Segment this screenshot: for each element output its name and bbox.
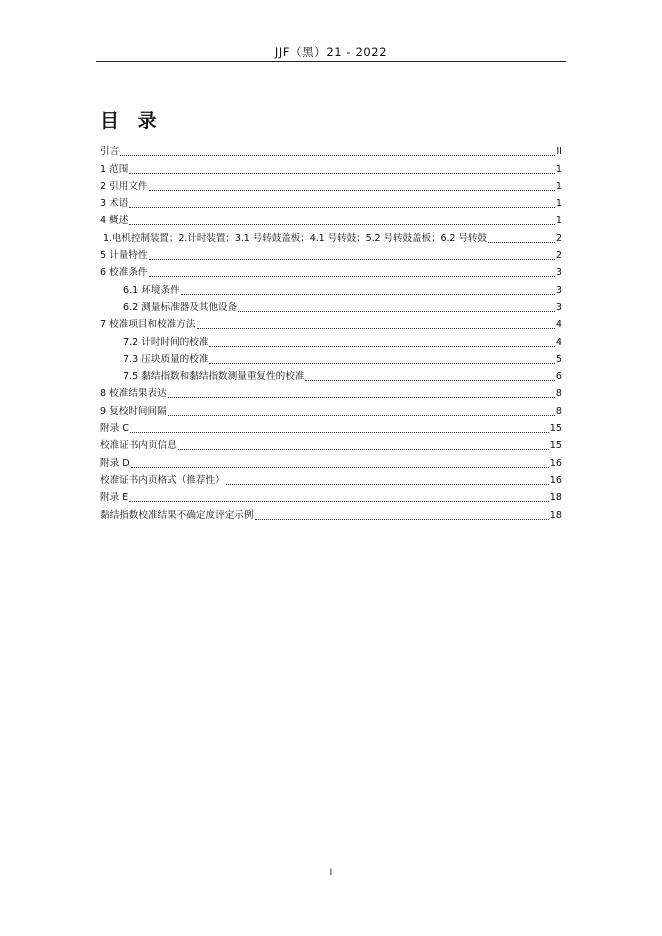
dot-leader: [149, 190, 555, 191]
toc-entry-references[interactable]: 2 引用文件 1: [100, 180, 562, 192]
dot-leader: [120, 155, 555, 156]
dot-leader: [129, 501, 548, 502]
toc-entry-terms[interactable]: 3 术语 1: [100, 198, 562, 210]
toc-title: 目 录: [100, 110, 163, 132]
dot-leader: [197, 328, 555, 329]
dot-leader: [209, 346, 554, 347]
toc-entry-weight-mass-calibration[interactable]: 7.3 压块质量的校准 5: [123, 353, 562, 365]
toc-entry-certificate-format[interactable]: 校准证书内页格式（推荐性） 16: [100, 474, 562, 486]
toc-entry-appendix-d[interactable]: 附录 D 16: [100, 457, 562, 469]
dot-leader: [181, 294, 555, 295]
toc-entry-calibration-items-methods[interactable]: 7 校准项目和校准方法 4: [100, 319, 562, 331]
dot-leader: [131, 467, 549, 468]
toc-entry-result-expression[interactable]: 8 校准结果表达 8: [100, 388, 562, 400]
dot-leader: [149, 276, 555, 277]
dot-leader: [130, 432, 549, 433]
toc-entry-appendix-c[interactable]: 附录 C 15: [100, 423, 562, 435]
page-header: [96, 44, 566, 62]
dot-leader: [178, 449, 549, 450]
toc-entry-uncertainty-example[interactable]: 黏结指数校准结果不确定度评定示例 18: [100, 509, 562, 521]
dot-leader: [305, 380, 554, 381]
toc-entry-environment-conditions[interactable]: 6.1 环境条件 3: [123, 284, 562, 296]
dot-leader: [168, 415, 555, 416]
dot-leader: [255, 519, 549, 520]
toc-entry-appendix-e[interactable]: 附录 E 18: [100, 492, 562, 504]
dot-leader: [238, 311, 555, 312]
dot-leader: [129, 224, 555, 225]
dot-leader: [488, 242, 555, 243]
toc-entry-measurement-standards[interactable]: 6.2 测量标准器及其他设备 3: [123, 301, 562, 313]
dot-leader: [226, 484, 549, 485]
toc-entry-introduction[interactable]: 引言 II: [100, 146, 562, 158]
dot-leader: [149, 259, 555, 260]
toc-entry-recalibration-interval[interactable]: 9 复校时间间隔 8: [100, 405, 562, 417]
dot-leader: [209, 363, 554, 364]
dot-leader: [129, 207, 555, 208]
toc-entry-timing-calibration[interactable]: 7.2 计时时间的校准 4: [123, 336, 562, 348]
page-number: I: [329, 868, 333, 878]
toc-entry-metrological-characteristics[interactable]: 5 计量特性 2: [100, 250, 562, 262]
toc-entry-figure-legend[interactable]: 1.电机控制装置；2.计时装置；3.1 号转鼓盖板；4.1 号转鼓；5.2 号转鼓盖板；6.2 号转鼓 2: [103, 232, 562, 244]
dot-leader: [129, 173, 555, 174]
toc-entry-calibration-conditions[interactable]: 6 校准条件 3: [100, 267, 562, 279]
toc-entry-scope[interactable]: 1 范围 1: [100, 163, 562, 175]
toc-list: [100, 141, 562, 522]
toc-entry-certificate-info[interactable]: 校准证书内页信息 15: [100, 440, 562, 452]
header-text: JJF（黑）21 - 2022: [274, 45, 388, 59]
dot-leader: [168, 397, 555, 398]
toc-entry-overview[interactable]: 4 概述 1: [100, 215, 562, 227]
toc-entry-caking-index-calibration[interactable]: 7.5 黏结指数和黏结指数测量重复性的校准 6: [123, 371, 562, 383]
